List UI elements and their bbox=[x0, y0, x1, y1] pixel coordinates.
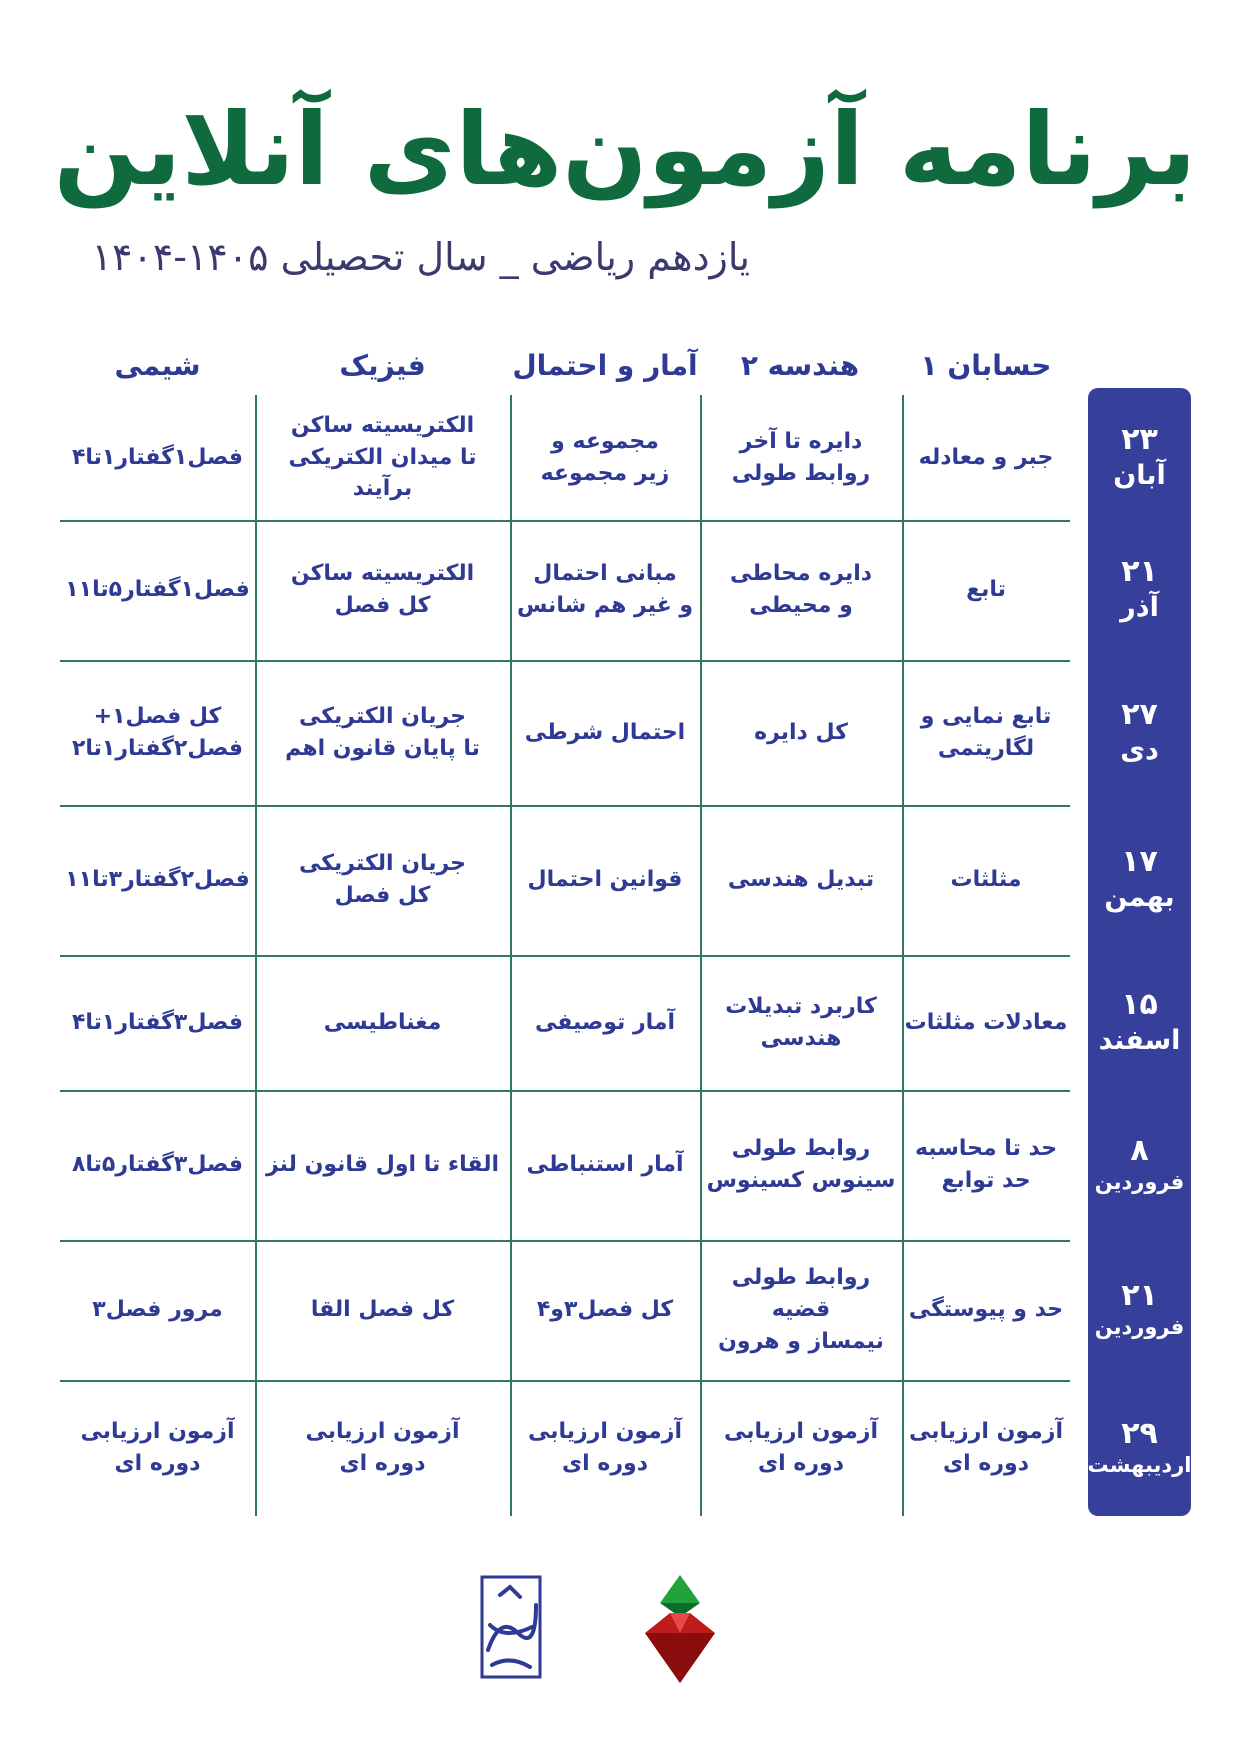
schedule-cell: فصل۱گفتار۱تا۴ bbox=[71, 444, 244, 470]
row-divider bbox=[60, 955, 1070, 957]
date-month: آبان bbox=[1113, 459, 1166, 491]
schedule-cell: معادلات مثلثات bbox=[904, 1009, 1068, 1035]
date-month: فروردین bbox=[1094, 1315, 1185, 1340]
gem-icon bbox=[645, 1575, 715, 1683]
schedule-cell: آمار استنباطی bbox=[526, 1152, 684, 1178]
date-day: ۲۳ bbox=[1121, 421, 1158, 457]
row-divider bbox=[60, 660, 1070, 662]
schedule-cell: فصل۳گفتار۱تا۴ bbox=[71, 1009, 244, 1035]
date-cell bbox=[1088, 1090, 1191, 1240]
schedule-grid bbox=[60, 395, 1070, 1516]
header-hesaban: حسابان ۱ bbox=[920, 348, 1052, 382]
schedule-cell: فصل۱گفتار۵تا۱۱ bbox=[65, 577, 250, 603]
schedule-cell: قوانین احتمال bbox=[527, 867, 683, 893]
schedule-cell: حد تا محاسبه حد توابع bbox=[914, 1136, 1058, 1193]
schedule-cell: کاربرد تبدیلات هندسی bbox=[725, 993, 877, 1051]
date-day: ۲۱ bbox=[1121, 1278, 1158, 1314]
date-month: اسفند bbox=[1098, 1024, 1181, 1056]
date-month: آذر bbox=[1120, 592, 1159, 624]
row-divider bbox=[60, 805, 1070, 807]
schedule-cell: دایره محاطی و محیطی bbox=[729, 561, 873, 618]
schedule-cell: مثلثات bbox=[950, 867, 1022, 893]
schedule-cell: کل دایره bbox=[754, 719, 848, 745]
schedule-cell: القاء تا اول قانون لنز bbox=[265, 1152, 500, 1178]
date-day: ۱۵ bbox=[1121, 986, 1158, 1022]
date-cell bbox=[1088, 520, 1191, 660]
schedule-cell: احتمال شرطی bbox=[524, 719, 686, 745]
schedule-cell: الکتریسیته ساکن تا میدان الکتریکی برآیند bbox=[288, 412, 477, 502]
footer-logo-svg bbox=[470, 1555, 750, 1705]
header-amar: آمار و احتمال bbox=[512, 348, 698, 382]
header-hendese: هندسه ۲ bbox=[740, 348, 860, 382]
row-divider bbox=[60, 520, 1070, 522]
date-month: بهمن bbox=[1104, 882, 1175, 914]
row-divider bbox=[60, 1380, 1070, 1382]
date-month: اردیبهشت bbox=[1087, 1453, 1192, 1478]
schedule-cell: مجموعه و زیر مجموعه bbox=[540, 428, 670, 486]
date-cell bbox=[1088, 660, 1191, 805]
row-divider bbox=[60, 1090, 1070, 1092]
schedule-cell: کل فصل۱+ فصل۲گفتار۱تا۲ bbox=[71, 703, 244, 761]
date-day: ۱۷ bbox=[1121, 844, 1158, 880]
schedule-cell: آزمون ارزیابی دوره ای bbox=[80, 1419, 235, 1476]
date-month: فروردین bbox=[1094, 1170, 1185, 1195]
schedule-cell: روابط طولی قضیه نیمساز و هرون bbox=[718, 1265, 884, 1354]
date-cell bbox=[1088, 955, 1191, 1090]
schedule-cell: تابع bbox=[966, 577, 1006, 603]
schedule-cell: تابع نمایی و لگاریتمی bbox=[920, 703, 1052, 761]
schedule-cell: روابط طولی سینوس کسینوس bbox=[706, 1136, 896, 1193]
page-subtitle: یازدهم ریاضی _ سال تحصیلی ۱۴۰۵-۱۴۰۴ bbox=[91, 235, 750, 279]
date-cell bbox=[1088, 1240, 1191, 1380]
schedule-cell: جریان الکتریکی کل فصل bbox=[298, 851, 467, 908]
schedule-cell: آزمون ارزیابی دوره ای bbox=[305, 1419, 460, 1476]
footer-logos bbox=[470, 1555, 750, 1705]
schedule-cell: کل فصل۳و۴ bbox=[536, 1297, 674, 1323]
date-day: ۲۱ bbox=[1121, 554, 1158, 590]
date-cell bbox=[1088, 395, 1191, 520]
bonyad-logo bbox=[482, 1577, 540, 1677]
schedule-cell: فصل۳گفتار۵تا۸ bbox=[71, 1152, 244, 1178]
date-day: ۲۹ bbox=[1121, 1416, 1158, 1452]
date-month: دی bbox=[1120, 734, 1159, 766]
schedule-cell: آزمون ارزیابی دوره ای bbox=[724, 1419, 878, 1476]
date-cell bbox=[1088, 1380, 1191, 1516]
schedule-cell: آمار توصیفی bbox=[534, 1009, 676, 1035]
schedule-cell: مغناطیسی bbox=[323, 1009, 442, 1035]
schedule-cell: آزمون ارزیابی دوره ای bbox=[528, 1419, 682, 1476]
schedule-cell: الکتریسیته ساکن کل فصل bbox=[290, 561, 475, 618]
row-divider bbox=[60, 1240, 1070, 1242]
date-day: ۸ bbox=[1130, 1133, 1149, 1169]
schedule-cell: مبانی احتمال و غیر هم شانس bbox=[516, 561, 694, 618]
column-headers bbox=[60, 335, 1070, 395]
schedule-cell: کل فصل القا bbox=[310, 1297, 455, 1323]
schedule-cell: جریان الکتریکی تا پایان قانون اهم bbox=[285, 703, 480, 761]
date-day: ۲۷ bbox=[1121, 696, 1158, 732]
header-physics: فیزیک bbox=[339, 348, 426, 382]
schedule-cell: حد و پیوستگی bbox=[908, 1297, 1064, 1323]
schedule-cell: دایره تا آخر روابط طولی bbox=[731, 428, 871, 486]
schedule-cell: فصل۲گفتار۳تا۱۱ bbox=[65, 867, 250, 893]
schedule-cell: تبدیل هندسی bbox=[727, 867, 875, 893]
schedule-cell: مرور فصل۳ bbox=[92, 1297, 223, 1323]
header-chemistry: شیمی bbox=[114, 348, 201, 382]
schedule-cell: آزمون ارزیابی دوره ای bbox=[909, 1419, 1063, 1476]
schedule-cell: جبر و معادله bbox=[918, 444, 1054, 470]
page-title: برنامه آزمون‌های آنلاین bbox=[53, 91, 1197, 208]
date-cell bbox=[1088, 805, 1191, 955]
date-column bbox=[1088, 388, 1191, 1516]
